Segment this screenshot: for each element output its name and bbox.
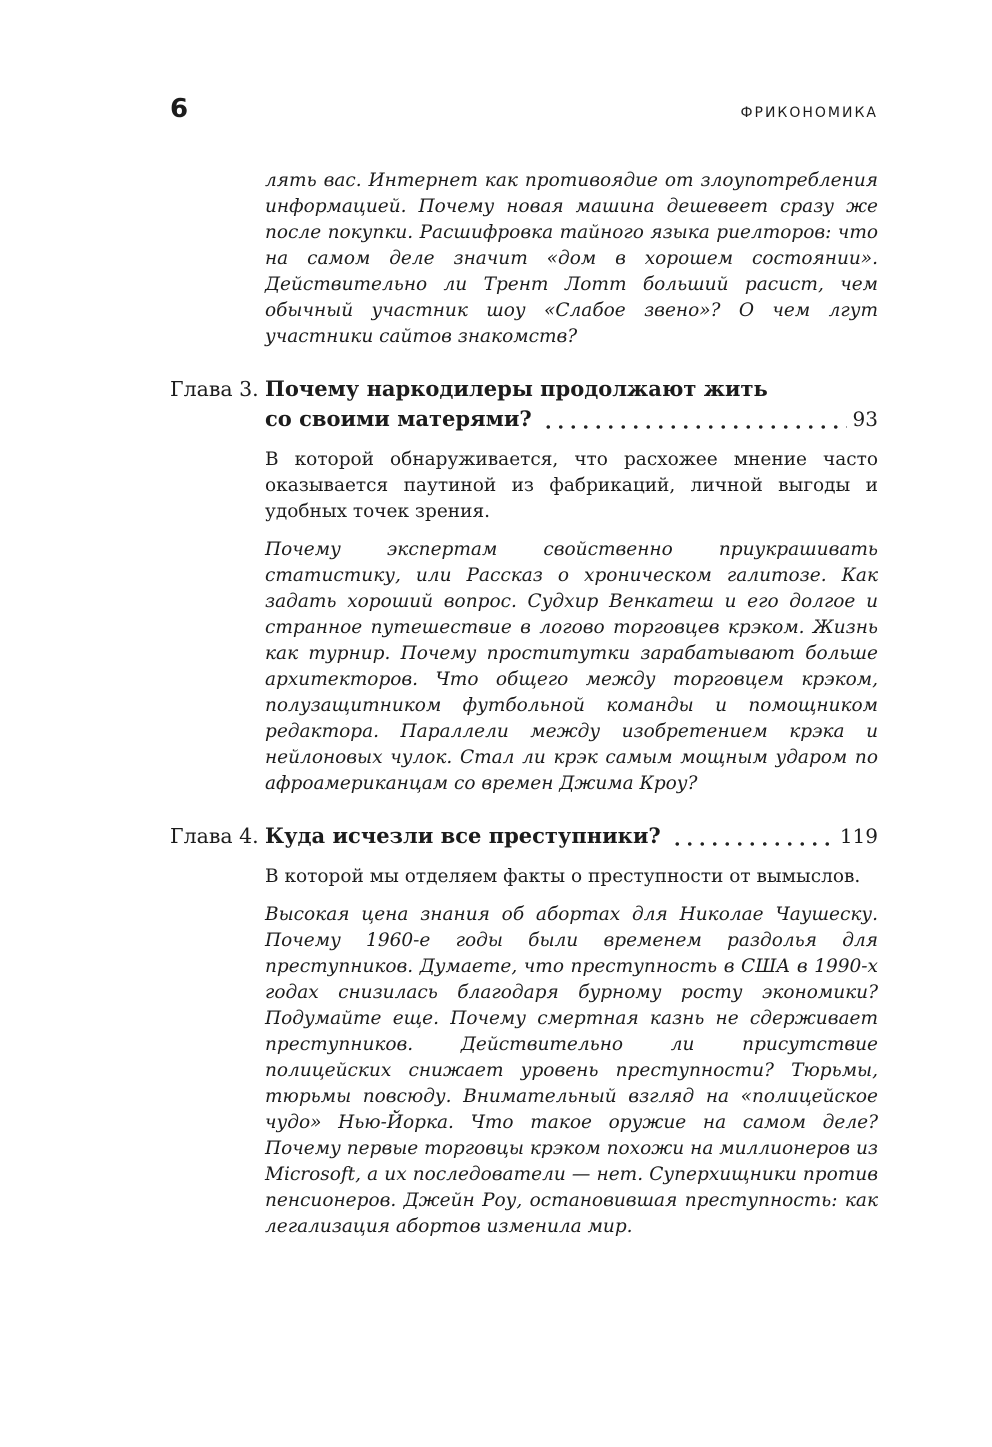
chapter2-topics-continuation [170,168,878,350]
dot-leader [661,821,840,851]
toc-chapter-entry-4 [170,821,878,1240]
chapter3-heading [170,374,878,434]
chapter3-heading-line2 [170,404,878,434]
chapter-title: Почему наркодилеры продолжают жить [265,376,768,401]
chapter3-topics [170,537,878,797]
chapter-summary-text: В которой мы отделяем факты о преступности от вымыслов. [265,866,861,887]
chapter-topics-text: Высокая цена знания об абортах для Николае Чаушеску. Почему 1960-е годы были временем раздолья для преступников. Думаете, что преступность в США в 1990-х годах снизилась благодаря бурному росту экономики? Подумайте еще. Почему смертная казнь не сдерживает преступников. Действительно ли присутствие полицейских снижает уровень преступности? Тюрьмы, тюрьмы повсюду. Внимательный взгляд на «полицейское чудо» Нью-Йорка. Что такое оружие на самом деле? Почему первые торговцы крэком похожи на миллионеров из Microsoft, а их последователи — нет. Суперхищники против пенсионеров. Джейн Роу, остановившая преступность: как легализация абортов изменила мир. [265,904,878,1237]
chapter4-topics [170,902,878,1240]
chapter-topics-text: Почему экспертам свойственно приукрашивать статистику, или Рассказ о хроническом галитозе. Как задать хороший вопрос. Судхир Венкатеш и его долгое и странное путешествие в логово торговцев крэком. Жизнь как турнир. Почему проститутки зарабатывают больше архитекторов. Что общего между торговцем крэком, полузащитником футбольной команды и помощником редактора. Параллели между изобретением крэка и нейлоновых чулок. Стал ли крэк самым мощным ударом по афроамериканцам со времен Джима Кроу? [265,539,878,794]
chapter4-heading [170,821,878,851]
chapter2-topics-text: лять вас. Интернет как противоядие от злоупотребления информацией. Почему новая машина дешевеет сразу же после покупки. Расшифровка тайного языка риелторов: что на самом деле значит «дом в хорошем состоянии». Действительно ли Трент Лотт больший расист, чем обычный участник шоу «Слабое звено»? О чем лгут участники сайтов знакомств? [265,170,878,347]
chapter-page-number: 93 [852,407,878,431]
chapter-title-continued: со своими матерями? [265,406,532,431]
chapter-summary-text: В которой обнаруживается, что расхожее мнение часто оказывается паутиной из фабрикаций, личной выгоды и удобных точек зрения. [265,449,878,522]
chapter4-heading-line1 [170,821,878,851]
toc-chapter-entry-3 [170,374,878,797]
chapter-page-number: 119 [839,824,878,848]
running-title: ФРИКОНОМИКА [740,105,878,121]
chapter4-summary [170,864,878,890]
chapter-label: Глава 3. [170,377,259,401]
dot-leader [532,404,853,434]
chapter3-heading-line1 [170,374,878,404]
chapter3-summary [170,447,878,525]
page-header [170,96,878,122]
page-number: 6 [170,94,189,124]
chapter-title: Куда исчезли все преступники? [265,823,661,848]
chapter-label: Глава 4. [170,824,259,848]
